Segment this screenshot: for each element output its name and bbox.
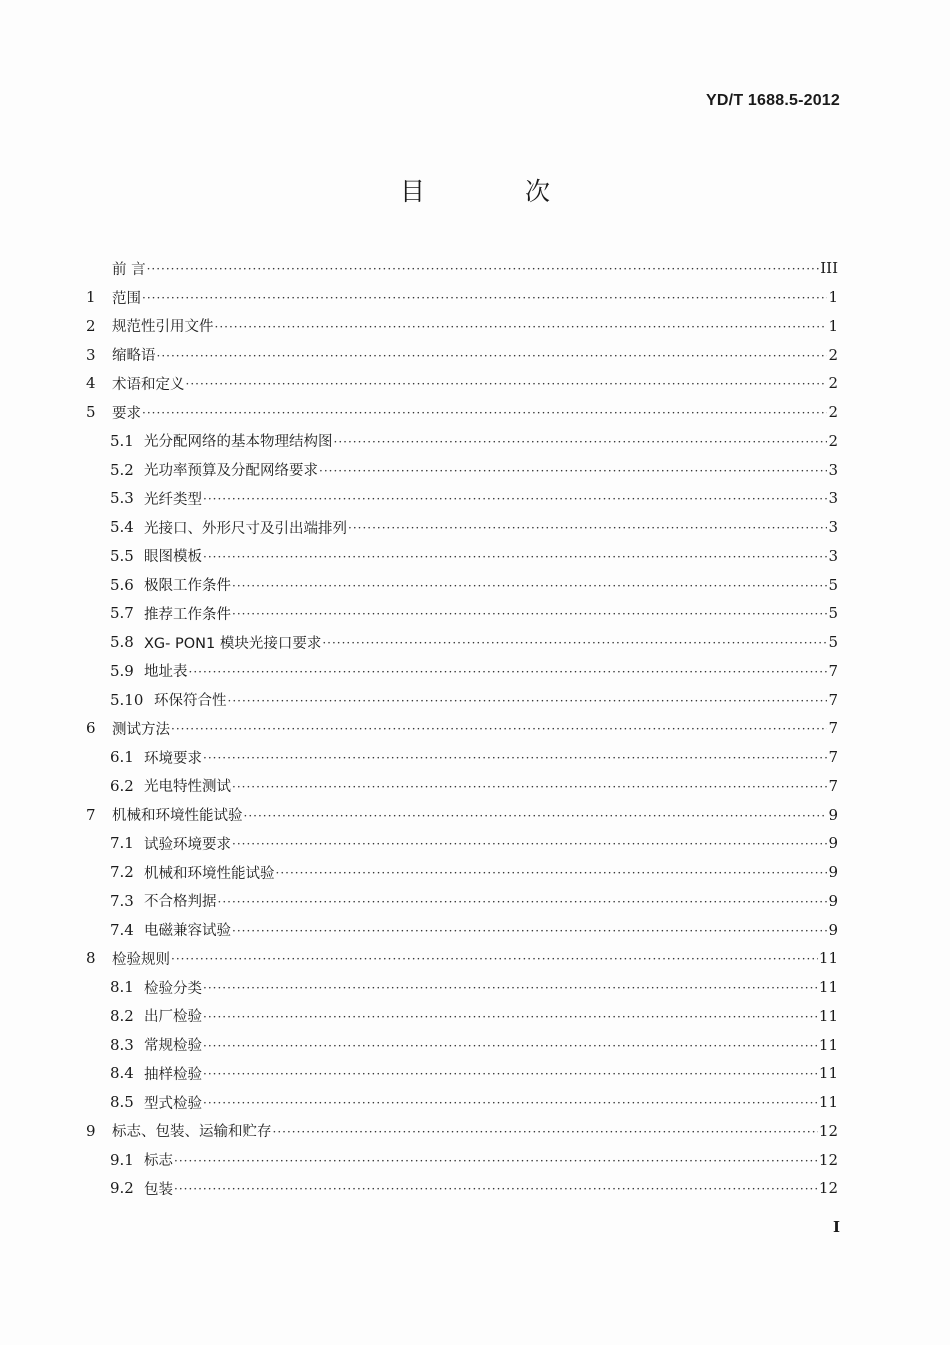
toc-entry-page: 3 <box>828 518 838 537</box>
toc-entry-page: III <box>820 259 838 278</box>
page-number: I <box>832 1218 840 1236</box>
toc-entry-number: 8.2 <box>110 1006 134 1025</box>
toc-entry[interactable] <box>86 887 838 916</box>
toc-entry-number: 5.7 <box>110 604 134 623</box>
toc-entry-page: 7 <box>828 748 838 767</box>
toc-entry-page: 12 <box>818 1179 838 1198</box>
toc-entry-number: 2 <box>86 316 96 335</box>
toc-entry[interactable] <box>86 628 838 657</box>
toc-entry-page: 3 <box>828 489 838 508</box>
toc-dot-leader <box>215 321 828 333</box>
toc-dot-leader <box>142 407 827 419</box>
toc-dot-leader <box>228 695 828 707</box>
toc-entry-page: 7 <box>828 776 838 795</box>
toc-dot-leader <box>174 1183 818 1195</box>
toc-entry-page: 12 <box>818 1150 838 1169</box>
toc-entry-label: 缩略语 <box>112 348 156 365</box>
toc-entry-label: 极限工作条件 <box>144 578 231 595</box>
toc-entry[interactable] <box>86 398 838 427</box>
toc-entry[interactable] <box>86 944 838 973</box>
toc-entry[interactable] <box>86 1145 838 1174</box>
toc-entry-number: 8 <box>86 949 96 968</box>
toc-dot-leader <box>232 781 827 793</box>
toc-entry-number: 3 <box>86 345 96 364</box>
toc-entry[interactable] <box>86 657 838 686</box>
toc-dot-leader <box>171 723 827 735</box>
toc-dot-leader <box>334 436 828 448</box>
toc-entry-number: 5.9 <box>110 661 134 680</box>
toc-entry-label: 光分配网络的基本物理结构图 <box>144 434 333 451</box>
toc-entry-page: 2 <box>828 431 838 450</box>
toc-entry[interactable] <box>86 915 838 944</box>
toc-dot-leader <box>189 666 828 678</box>
toc-entry-page: 11 <box>818 1006 838 1025</box>
toc-entry-number: 5.4 <box>110 518 134 537</box>
toc-entry[interactable] <box>86 1088 838 1117</box>
toc-entry[interactable] <box>86 455 838 484</box>
toc-entry-label: 前 言 <box>112 261 146 278</box>
toc-entry-label: 常规检验 <box>144 1038 202 1055</box>
toc-entry-number: 5.2 <box>110 460 134 479</box>
toc-entry-number: 4 <box>86 374 96 393</box>
toc-entry-number: 7.1 <box>110 834 134 853</box>
toc-entry-label: 抽样检验 <box>144 1066 202 1083</box>
toc-entry-page: 2 <box>828 345 838 364</box>
toc-dot-leader <box>174 1155 818 1167</box>
toc-entry-label: 标志 <box>144 1153 173 1170</box>
toc-dot-leader <box>203 551 827 563</box>
toc-entry-label: 环保符合性 <box>154 693 227 710</box>
toc-entry-page: 11 <box>818 978 838 997</box>
toc-entry-label: 机械和环境性能试验 <box>112 808 243 825</box>
toc-entry-label: 检验分类 <box>144 980 202 997</box>
toc-dot-leader <box>322 637 827 649</box>
toc-entry-page: 5 <box>828 575 838 594</box>
toc-entry-page: 3 <box>828 460 838 479</box>
toc-entry[interactable] <box>86 1002 838 1031</box>
toc-entry[interactable] <box>86 714 838 743</box>
toc-entry[interactable] <box>86 254 838 283</box>
toc-dot-leader <box>348 522 827 534</box>
toc-entry-page: 5 <box>828 604 838 623</box>
toc-dot-leader <box>157 350 828 362</box>
toc-entry-label: 电磁兼容试验 <box>144 923 231 940</box>
toc-dot-leader <box>276 867 828 879</box>
toc-entry[interactable] <box>86 772 838 801</box>
toc-entry-number: 8.4 <box>110 1064 134 1083</box>
toc-dot-leader <box>218 896 828 908</box>
toc-entry-label: 出厂检验 <box>144 1009 202 1026</box>
toc-entry[interactable] <box>86 1030 838 1059</box>
toc-entry-page: 2 <box>828 374 838 393</box>
toc-entry-page: 7 <box>828 690 838 709</box>
toc-dot-leader <box>171 953 818 965</box>
toc-entry-number: 6 <box>86 719 96 738</box>
toc-entry-number: 8.1 <box>110 978 134 997</box>
toc-dot-leader <box>203 1097 818 1109</box>
toc-entry-number: 6.1 <box>110 748 134 767</box>
toc-entry-page: 9 <box>828 834 838 853</box>
toc-entry[interactable] <box>86 427 838 456</box>
toc-entry-label: 眼图模板 <box>144 549 202 566</box>
toc-dot-leader <box>186 378 828 390</box>
toc-entry-label: 环境要求 <box>144 750 202 767</box>
toc-entry-label: 规范性引用文件 <box>112 319 214 336</box>
toc-entry-number: 5 <box>86 403 96 422</box>
toc-entry-number: 6.2 <box>110 776 134 795</box>
toc-entry-label: 光纤类型 <box>144 491 202 508</box>
toc-entry[interactable] <box>86 513 838 542</box>
toc-entry[interactable] <box>86 973 838 1002</box>
toc-entry-label: 试验环境要求 <box>144 836 231 853</box>
toc-entry-page: 11 <box>818 1035 838 1054</box>
toc-entry-page: 5 <box>828 633 838 652</box>
toc-entry[interactable] <box>86 369 838 398</box>
toc-entry-label: 地址表 <box>144 664 188 681</box>
page-title: 目 次 <box>400 177 596 206</box>
toc-entry-number: 5.10 <box>110 690 144 709</box>
toc-entry-label: 机械和环境性能试验 <box>144 865 275 882</box>
toc-entry[interactable] <box>86 800 838 829</box>
toc-dot-leader <box>203 1040 818 1052</box>
toc-entry-label: 推荐工作条件 <box>144 606 231 623</box>
toc-entry[interactable] <box>86 1117 838 1146</box>
toc-entry[interactable] <box>86 283 838 312</box>
toc-entry-number: 7.4 <box>110 920 134 939</box>
toc-entry-page: 9 <box>828 920 838 939</box>
toc-dot-leader <box>244 810 828 822</box>
toc-dot-leader <box>319 465 827 477</box>
toc-entry-page: 12 <box>818 1121 838 1140</box>
toc-entry[interactable] <box>86 858 838 887</box>
toc-entry-label: 不合格判据 <box>144 894 217 911</box>
toc-entry[interactable] <box>86 1059 838 1088</box>
toc-entry-page: 9 <box>828 805 838 824</box>
toc-entry-number: 5.8 <box>110 633 134 652</box>
toc-entry-page: 11 <box>818 1093 838 1112</box>
toc-entry-label: 术语和定义 <box>112 376 185 393</box>
toc-entry-number: 5.6 <box>110 575 134 594</box>
toc-entry-number: 8.5 <box>110 1093 134 1112</box>
toc-dot-leader <box>203 1011 818 1023</box>
toc-entry[interactable] <box>86 484 838 513</box>
toc-entry[interactable] <box>86 570 838 599</box>
toc-entry-label: 标志、包装、运输和贮存 <box>112 1124 272 1141</box>
toc-entry-label: 光接口、外形尺寸及引出端排列 <box>144 520 347 537</box>
toc-entry[interactable] <box>86 340 838 369</box>
toc-entry-label: 检验规则 <box>112 951 170 968</box>
toc-entry-number: 5.3 <box>110 489 134 508</box>
toc-entry-number: 5.5 <box>110 546 134 565</box>
toc-dot-leader <box>203 752 827 764</box>
toc-dot-leader <box>147 263 820 275</box>
toc-entry-page: 11 <box>818 949 838 968</box>
toc-dot-leader <box>232 925 827 937</box>
toc-entry[interactable] <box>86 542 838 571</box>
toc-entry-number: 9.1 <box>110 1150 134 1169</box>
toc-entry-number: 7.2 <box>110 863 134 882</box>
toc-dot-leader <box>232 838 827 850</box>
toc-entry[interactable] <box>86 312 838 341</box>
toc-entry-number: 5.1 <box>110 431 134 450</box>
toc-entry-number: 9 <box>86 1121 96 1140</box>
toc-entry[interactable] <box>86 829 838 858</box>
document-code: YD/T 1688.5-2012 <box>706 92 840 109</box>
toc-entry-page: 11 <box>818 1064 838 1083</box>
toc-dot-leader <box>142 292 827 304</box>
toc-entry-number: 7.3 <box>110 891 134 910</box>
toc-entry-label: XG- PON1 模块光接口要求 <box>144 635 322 652</box>
toc-entry-label: 包装 <box>144 1181 173 1198</box>
toc-entry[interactable] <box>86 599 838 628</box>
toc-entry-page: 2 <box>828 403 838 422</box>
toc-entry-page: 1 <box>828 288 838 307</box>
toc-entry-page: 1 <box>828 316 838 335</box>
toc-entry-page: 9 <box>828 863 838 882</box>
toc-entry-number: 9.2 <box>110 1179 134 1198</box>
toc-dot-leader <box>203 1068 818 1080</box>
toc-entry-label: 光电特性测试 <box>144 779 231 796</box>
toc-dot-leader <box>232 580 827 592</box>
toc-entry-number: 8.3 <box>110 1035 134 1054</box>
toc-entry-page: 9 <box>828 891 838 910</box>
table-of-contents <box>86 254 838 1203</box>
toc-entry-label: 型式检验 <box>144 1095 202 1112</box>
toc-entry-label: 光功率预算及分配网络要求 <box>144 463 318 480</box>
toc-dot-leader <box>273 1126 818 1138</box>
toc-entry-label: 要求 <box>112 405 141 422</box>
toc-entry-label: 范围 <box>112 290 141 307</box>
toc-entry-number: 1 <box>86 288 96 307</box>
toc-entry[interactable] <box>86 743 838 772</box>
toc-entry-number: 7 <box>86 805 96 824</box>
toc-dot-leader <box>203 493 827 505</box>
toc-entry[interactable] <box>86 1174 838 1203</box>
toc-dot-leader <box>203 982 818 994</box>
toc-entry-page: 7 <box>828 719 838 738</box>
toc-dot-leader <box>232 608 827 620</box>
toc-entry-page: 7 <box>828 661 838 680</box>
toc-entry-page: 3 <box>828 546 838 565</box>
toc-entry-label: 测试方法 <box>112 721 170 738</box>
toc-entry[interactable] <box>86 685 838 714</box>
